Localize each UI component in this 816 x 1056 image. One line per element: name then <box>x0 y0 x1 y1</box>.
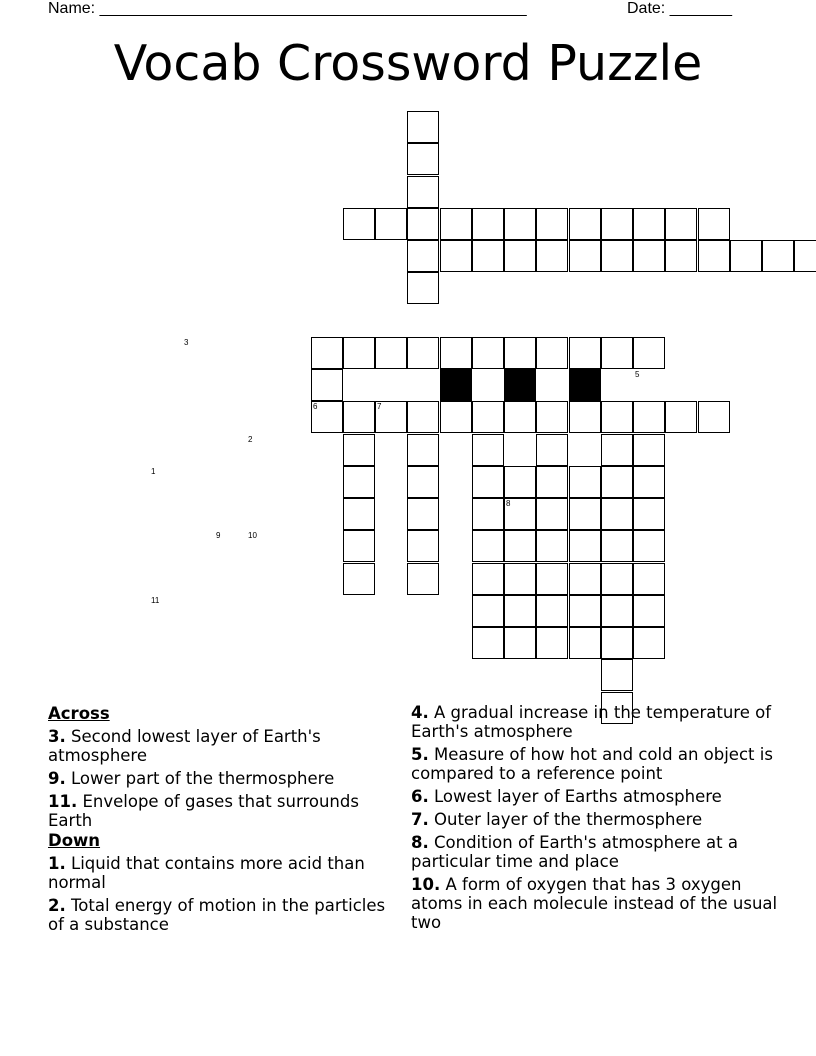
crossword-cell[interactable] <box>601 595 633 627</box>
crossword-cell[interactable] <box>504 627 536 659</box>
clue-across-11 <box>48 792 388 830</box>
crossword-cell[interactable] <box>504 595 536 627</box>
crossword-cell[interactable] <box>536 595 568 627</box>
clue-text: Liquid that contains more acid than normal <box>48 854 365 892</box>
crossword-black-cell <box>440 369 472 401</box>
crossword-cell[interactable] <box>472 240 504 272</box>
crossword-cell[interactable] <box>407 208 439 240</box>
crossword-cell[interactable] <box>343 434 375 466</box>
crossword-cell[interactable] <box>504 240 536 272</box>
crossword-cell[interactable] <box>472 434 504 466</box>
clue-number: 3. <box>48 727 66 746</box>
crossword-cell[interactable] <box>343 208 375 240</box>
clue-number: 4. <box>411 703 429 722</box>
clue-number: 6. <box>411 787 429 806</box>
crossword-cell[interactable] <box>407 143 439 175</box>
clue-number: 1. <box>48 854 66 873</box>
crossword-cell[interactable] <box>633 208 665 240</box>
crossword-cell[interactable] <box>569 208 601 240</box>
crossword-cell[interactable] <box>311 369 343 401</box>
crossword-cell[interactable] <box>569 627 601 659</box>
crossword-cell[interactable] <box>536 337 568 369</box>
clue-number-10: 10 <box>248 531 257 540</box>
clue-number: 9. <box>48 769 66 788</box>
crossword-cell[interactable] <box>440 337 472 369</box>
crossword-cell[interactable] <box>407 176 439 208</box>
crossword-cell[interactable] <box>407 498 439 530</box>
clue-number: 11. <box>48 792 78 811</box>
crossword-cell[interactable] <box>698 240 730 272</box>
crossword-cell[interactable] <box>569 401 601 433</box>
crossword-cell[interactable] <box>343 401 375 433</box>
crossword-cell[interactable] <box>343 466 375 498</box>
down-heading: Down <box>48 831 101 850</box>
clues-left-column <box>48 703 388 934</box>
crossword-cell[interactable] <box>633 466 665 498</box>
crossword-cell[interactable] <box>343 530 375 562</box>
clue-number-4: 4 <box>571 370 576 379</box>
crossword-cell[interactable] <box>633 595 665 627</box>
crossword-cell[interactable] <box>665 401 697 433</box>
crossword-cell[interactable] <box>504 337 536 369</box>
crossword-cell[interactable] <box>536 208 568 240</box>
crossword-cell[interactable] <box>311 337 343 369</box>
clues-right-column <box>411 703 781 932</box>
crossword-cell[interactable] <box>472 498 504 530</box>
name-field-line: Name: ________________________________________________ <box>48 0 527 17</box>
crossword-cell[interactable] <box>440 208 472 240</box>
crossword-cell[interactable] <box>504 401 536 433</box>
crossword-cell[interactable] <box>569 498 601 530</box>
crossword-cell[interactable] <box>407 337 439 369</box>
crossword-cell[interactable] <box>440 401 472 433</box>
crossword-cell[interactable] <box>730 240 762 272</box>
clue-across-9 <box>48 769 388 788</box>
clue-number-11: 11 <box>151 596 160 605</box>
crossword-cell[interactable] <box>601 627 633 659</box>
crossword-cell[interactable] <box>472 466 504 498</box>
crossword-cell[interactable] <box>504 530 536 562</box>
clue-text: Envelope of gases that surrounds Earth <box>48 792 359 830</box>
clue-text: A form of oxygen that has 3 oxygen atoms in each molecule instead of the usual two <box>411 875 778 932</box>
crossword-cell[interactable] <box>375 208 407 240</box>
page-title: Vocab Crossword Puzzle <box>113 35 703 92</box>
crossword-cell[interactable] <box>601 208 633 240</box>
crossword-cell[interactable] <box>504 208 536 240</box>
clue-down-8 <box>411 833 781 871</box>
crossword-cell[interactable] <box>569 595 601 627</box>
crossword-cell[interactable] <box>633 627 665 659</box>
crossword-cell[interactable] <box>440 240 472 272</box>
crossword-cell[interactable] <box>407 530 439 562</box>
crossword-cell[interactable] <box>633 530 665 562</box>
across-heading: Across <box>48 704 110 723</box>
clue-text: Outer layer of the thermosphere <box>434 810 703 829</box>
crossword-cell[interactable] <box>665 240 697 272</box>
crossword-cell[interactable] <box>569 563 601 595</box>
crossword-cell[interactable] <box>343 563 375 595</box>
crossword-cell[interactable] <box>762 240 794 272</box>
clue-number: 8. <box>411 833 429 852</box>
crossword-cell[interactable] <box>504 563 536 595</box>
crossword-cell[interactable] <box>536 627 568 659</box>
crossword-black-cell <box>504 369 536 401</box>
crossword-cell[interactable] <box>633 401 665 433</box>
clue-down-5 <box>411 745 781 783</box>
crossword-cell[interactable] <box>633 434 665 466</box>
crossword-cell[interactable] <box>472 208 504 240</box>
crossword-cell[interactable] <box>633 563 665 595</box>
crossword-cell[interactable] <box>569 530 601 562</box>
crossword-cell[interactable] <box>601 659 633 691</box>
crossword-cell[interactable] <box>601 530 633 562</box>
clue-text: Condition of Earth's atmosphere at a particular time and place <box>411 833 738 871</box>
crossword-cell[interactable] <box>504 466 536 498</box>
crossword-cell[interactable] <box>601 466 633 498</box>
crossword-cell[interactable] <box>794 240 816 272</box>
crossword-cell[interactable] <box>601 401 633 433</box>
crossword-cell[interactable] <box>569 466 601 498</box>
crossword-cell[interactable] <box>375 337 407 369</box>
crossword-cell[interactable] <box>536 466 568 498</box>
clue-number-3: 3 <box>184 338 189 347</box>
crossword-cell[interactable] <box>536 434 568 466</box>
crossword-cell[interactable] <box>472 337 504 369</box>
crossword-cell[interactable] <box>407 401 439 433</box>
clue-text: Total energy of motion in the particles of a substance <box>48 896 386 934</box>
clue-text: Second lowest layer of Earth's atmosphere <box>48 727 321 765</box>
crossword-cell[interactable] <box>472 563 504 595</box>
crossword-cell[interactable] <box>536 563 568 595</box>
clue-text: Measure of how hot and cold an object is compared to a reference point <box>411 745 773 783</box>
crossword-cell[interactable] <box>472 401 504 433</box>
clue-number-9: 9 <box>216 531 221 540</box>
crossword-cell[interactable] <box>407 111 439 143</box>
crossword-cell[interactable] <box>407 240 439 272</box>
clue-number-5: 5 <box>635 370 640 379</box>
clue-number: 5. <box>411 745 429 764</box>
clue-text: Lowest layer of Earths atmosphere <box>434 787 722 806</box>
crossword-cell[interactable] <box>633 498 665 530</box>
clue-number-8: 8 <box>506 499 511 508</box>
crossword-cell[interactable] <box>601 240 633 272</box>
crossword-cell[interactable] <box>536 401 568 433</box>
crossword-cell[interactable] <box>665 208 697 240</box>
crossword-cell[interactable] <box>698 401 730 433</box>
crossword-cell[interactable] <box>601 563 633 595</box>
clue-number: 7. <box>411 810 429 829</box>
crossword-cell[interactable] <box>472 595 504 627</box>
crossword-cell[interactable] <box>472 627 504 659</box>
crossword-cell[interactable] <box>633 240 665 272</box>
clue-text: Lower part of the thermosphere <box>71 769 335 788</box>
crossword-cell[interactable] <box>472 530 504 562</box>
crossword-cell[interactable] <box>407 434 439 466</box>
crossword-cell[interactable] <box>407 466 439 498</box>
crossword-cell[interactable] <box>601 498 633 530</box>
crossword-cell[interactable] <box>601 434 633 466</box>
clue-number-7: 7 <box>377 402 382 411</box>
clue-down-4 <box>411 703 781 741</box>
crossword-cell[interactable] <box>407 563 439 595</box>
clue-number-1: 1 <box>151 467 156 476</box>
crossword-cell[interactable] <box>569 337 601 369</box>
crossword-cell[interactable] <box>536 498 568 530</box>
crossword-cell[interactable] <box>536 530 568 562</box>
clue-down-7 <box>411 810 781 829</box>
clue-number: 10. <box>411 875 441 894</box>
crossword-cell[interactable] <box>407 272 439 304</box>
crossword-cell[interactable] <box>569 240 601 272</box>
clue-number-6: 6 <box>313 402 318 411</box>
clue-down-6 <box>411 787 781 806</box>
clue-down-1 <box>48 854 388 892</box>
crossword-cell[interactable] <box>536 240 568 272</box>
crossword-cell[interactable] <box>343 498 375 530</box>
crossword-cell[interactable] <box>633 337 665 369</box>
crossword-cell[interactable] <box>698 208 730 240</box>
clue-down-2 <box>48 896 388 934</box>
clue-across-3 <box>48 727 388 765</box>
clue-number: 2. <box>48 896 66 915</box>
date-field-line: Date: _______ <box>627 0 732 17</box>
crossword-cell[interactable] <box>601 337 633 369</box>
clue-text: A gradual increase in the temperature of Earth's atmosphere <box>411 703 772 741</box>
clue-down-10 <box>411 875 781 932</box>
clue-number-2: 2 <box>248 435 253 444</box>
crossword-cell[interactable] <box>343 337 375 369</box>
